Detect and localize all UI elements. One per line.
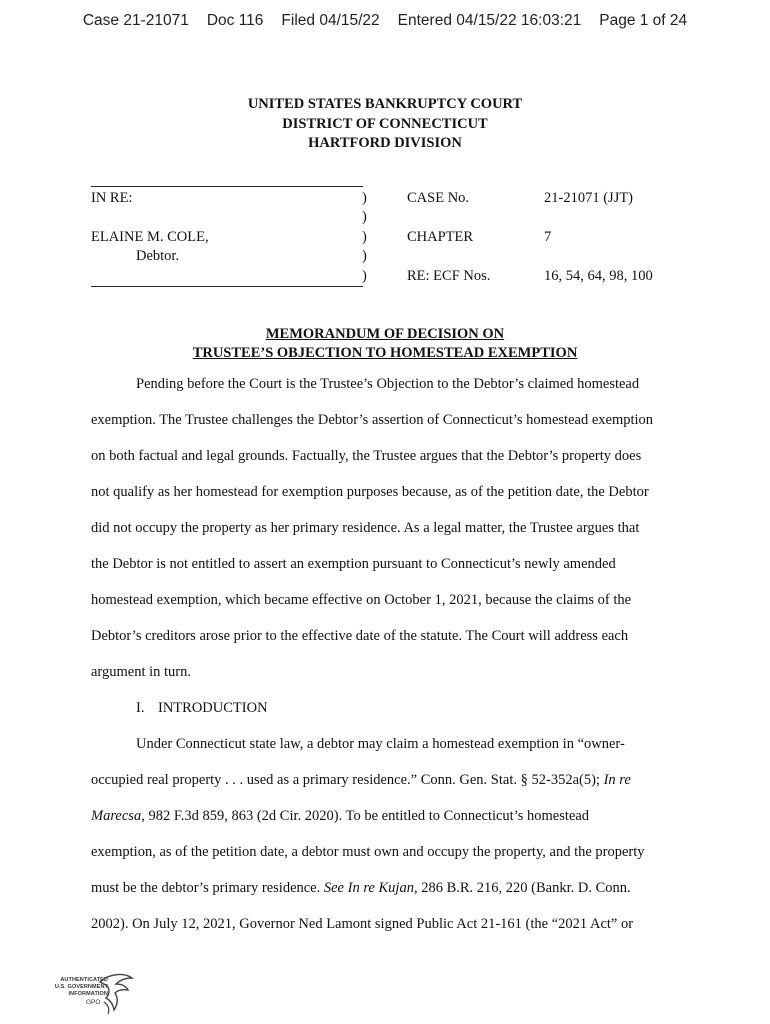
in-re-label: IN RE: (91, 190, 133, 206)
debtor-role: Debtor. (136, 248, 180, 264)
caption-paren: ) (362, 268, 367, 284)
citation-italic: In re (603, 772, 631, 788)
body-line: did not occupy the property as her primary residence. As a legal matter, the Trustee argues that (91, 520, 640, 536)
gpo-seal-text: INFORMATION (68, 991, 108, 997)
citation-italic: See In re Kujan, (323, 880, 418, 896)
body-line: exemption. The Trustee challenges the Debtor’s assertion of Connecticut’s homestead exemption (91, 412, 654, 428)
court-division: HARTFORD DIVISION (308, 135, 462, 151)
memo-title-line1: MEMORANDUM OF DECISION ON (265, 326, 505, 342)
case-no-label: CASE No. (407, 190, 470, 206)
debtor-name: ELAINE M. COLE, (91, 229, 209, 245)
body-line: on both factual and legal grounds. Factually, the Trustee argues that the Debtor’s property does (91, 448, 642, 464)
gpo-seal-text: U.S. GOVERNMENT (54, 984, 108, 990)
body-line (91, 808, 589, 825)
ecf-value: 16, 54, 64, 98, 100 (544, 268, 653, 284)
filing-header (0, 12, 770, 30)
eagle-icon (96, 972, 136, 1017)
chapter-value: 7 (544, 229, 552, 245)
body-text: occupied real property . . . used as a primary residence.” Conn. Gen. Stat. § 52-352a(5); (91, 772, 604, 788)
body-line (91, 880, 631, 897)
body-line: homestead exemption, which became effective on October 1, 2021, because the claims of the (91, 592, 632, 608)
chapter-label: CHAPTER (407, 229, 474, 245)
section-number: I. (136, 700, 145, 716)
body-text: 286 B.R. 216, 220 (Bankr. D. Conn. (417, 880, 631, 896)
case-number: Case 21-21071 (82, 12, 189, 29)
gpo-seal-text: AUTHENTICATED (60, 977, 108, 983)
body-line: argument in turn. (91, 664, 192, 680)
section-title: INTRODUCTION (158, 700, 268, 716)
memorandum-title (0, 325, 770, 363)
caption-paren: ) (362, 209, 367, 225)
memo-title-line2: TRUSTEE’S OBJECTION TO HOMESTEAD EXEMPTION (192, 345, 578, 361)
body-line: Pending before the Court is the Trustee’s Objection to the Debtor’s claimed homestead (136, 376, 640, 392)
page-indicator: Page 1 of 24 (599, 12, 688, 29)
caption-paren: ) (362, 248, 367, 264)
body-line: the Debtor is not entitled to assert an exemption pursuant to Connecticut’s newly amended (91, 556, 616, 572)
body-line: not qualify as her homestead for exemption purposes because, as of the petition date, the Debtor (91, 484, 649, 500)
case-no-value: 21-21071 (JJT) (544, 190, 634, 206)
body-line (91, 772, 631, 789)
caption-paren: ) (362, 229, 367, 245)
body-line: exemption, as of the petition date, a debtor must own and occupy the property, and the property (91, 844, 645, 860)
case-caption (91, 172, 691, 292)
caption-bottom-rule (91, 286, 363, 287)
section-heading (136, 700, 268, 717)
caption-top-rule (91, 186, 363, 187)
court-name: UNITED STATES BANKRUPTCY COURT (247, 96, 523, 112)
gpo-mark: GPO (86, 999, 101, 1006)
court-heading (0, 95, 770, 154)
citation-italic: Marecsa (91, 808, 142, 824)
caption-paren: ) (362, 190, 367, 206)
body-line: Under Connecticut state law, a debtor may claim a homestead exemption in “owner- (136, 736, 625, 752)
ecf-label: RE: ECF Nos. (407, 268, 491, 284)
body-text: , 982 F.3d 859, 863 (2d Cir. 2020). To be entitled to Connecticut’s homestead (141, 808, 590, 824)
court-district: DISTRICT OF CONNECTICUT (282, 115, 488, 132)
body-line: Debtor’s creditors arose prior to the effective date of the statute. The Court will address each (91, 628, 629, 644)
filed-date: Filed 04/15/22 (281, 12, 380, 29)
body-line: 2002). On July 12, 2021, Governor Ned Lamont signed Public Act 21-161 (the “2021 Act” or (91, 916, 634, 932)
gpo-authentication-seal (44, 972, 134, 1017)
doc-number: Doc 116 (206, 12, 264, 29)
entered-date: Entered 04/15/22 16:03:21 (397, 12, 582, 29)
body-text: must be the debtor’s primary residence. (91, 880, 324, 896)
